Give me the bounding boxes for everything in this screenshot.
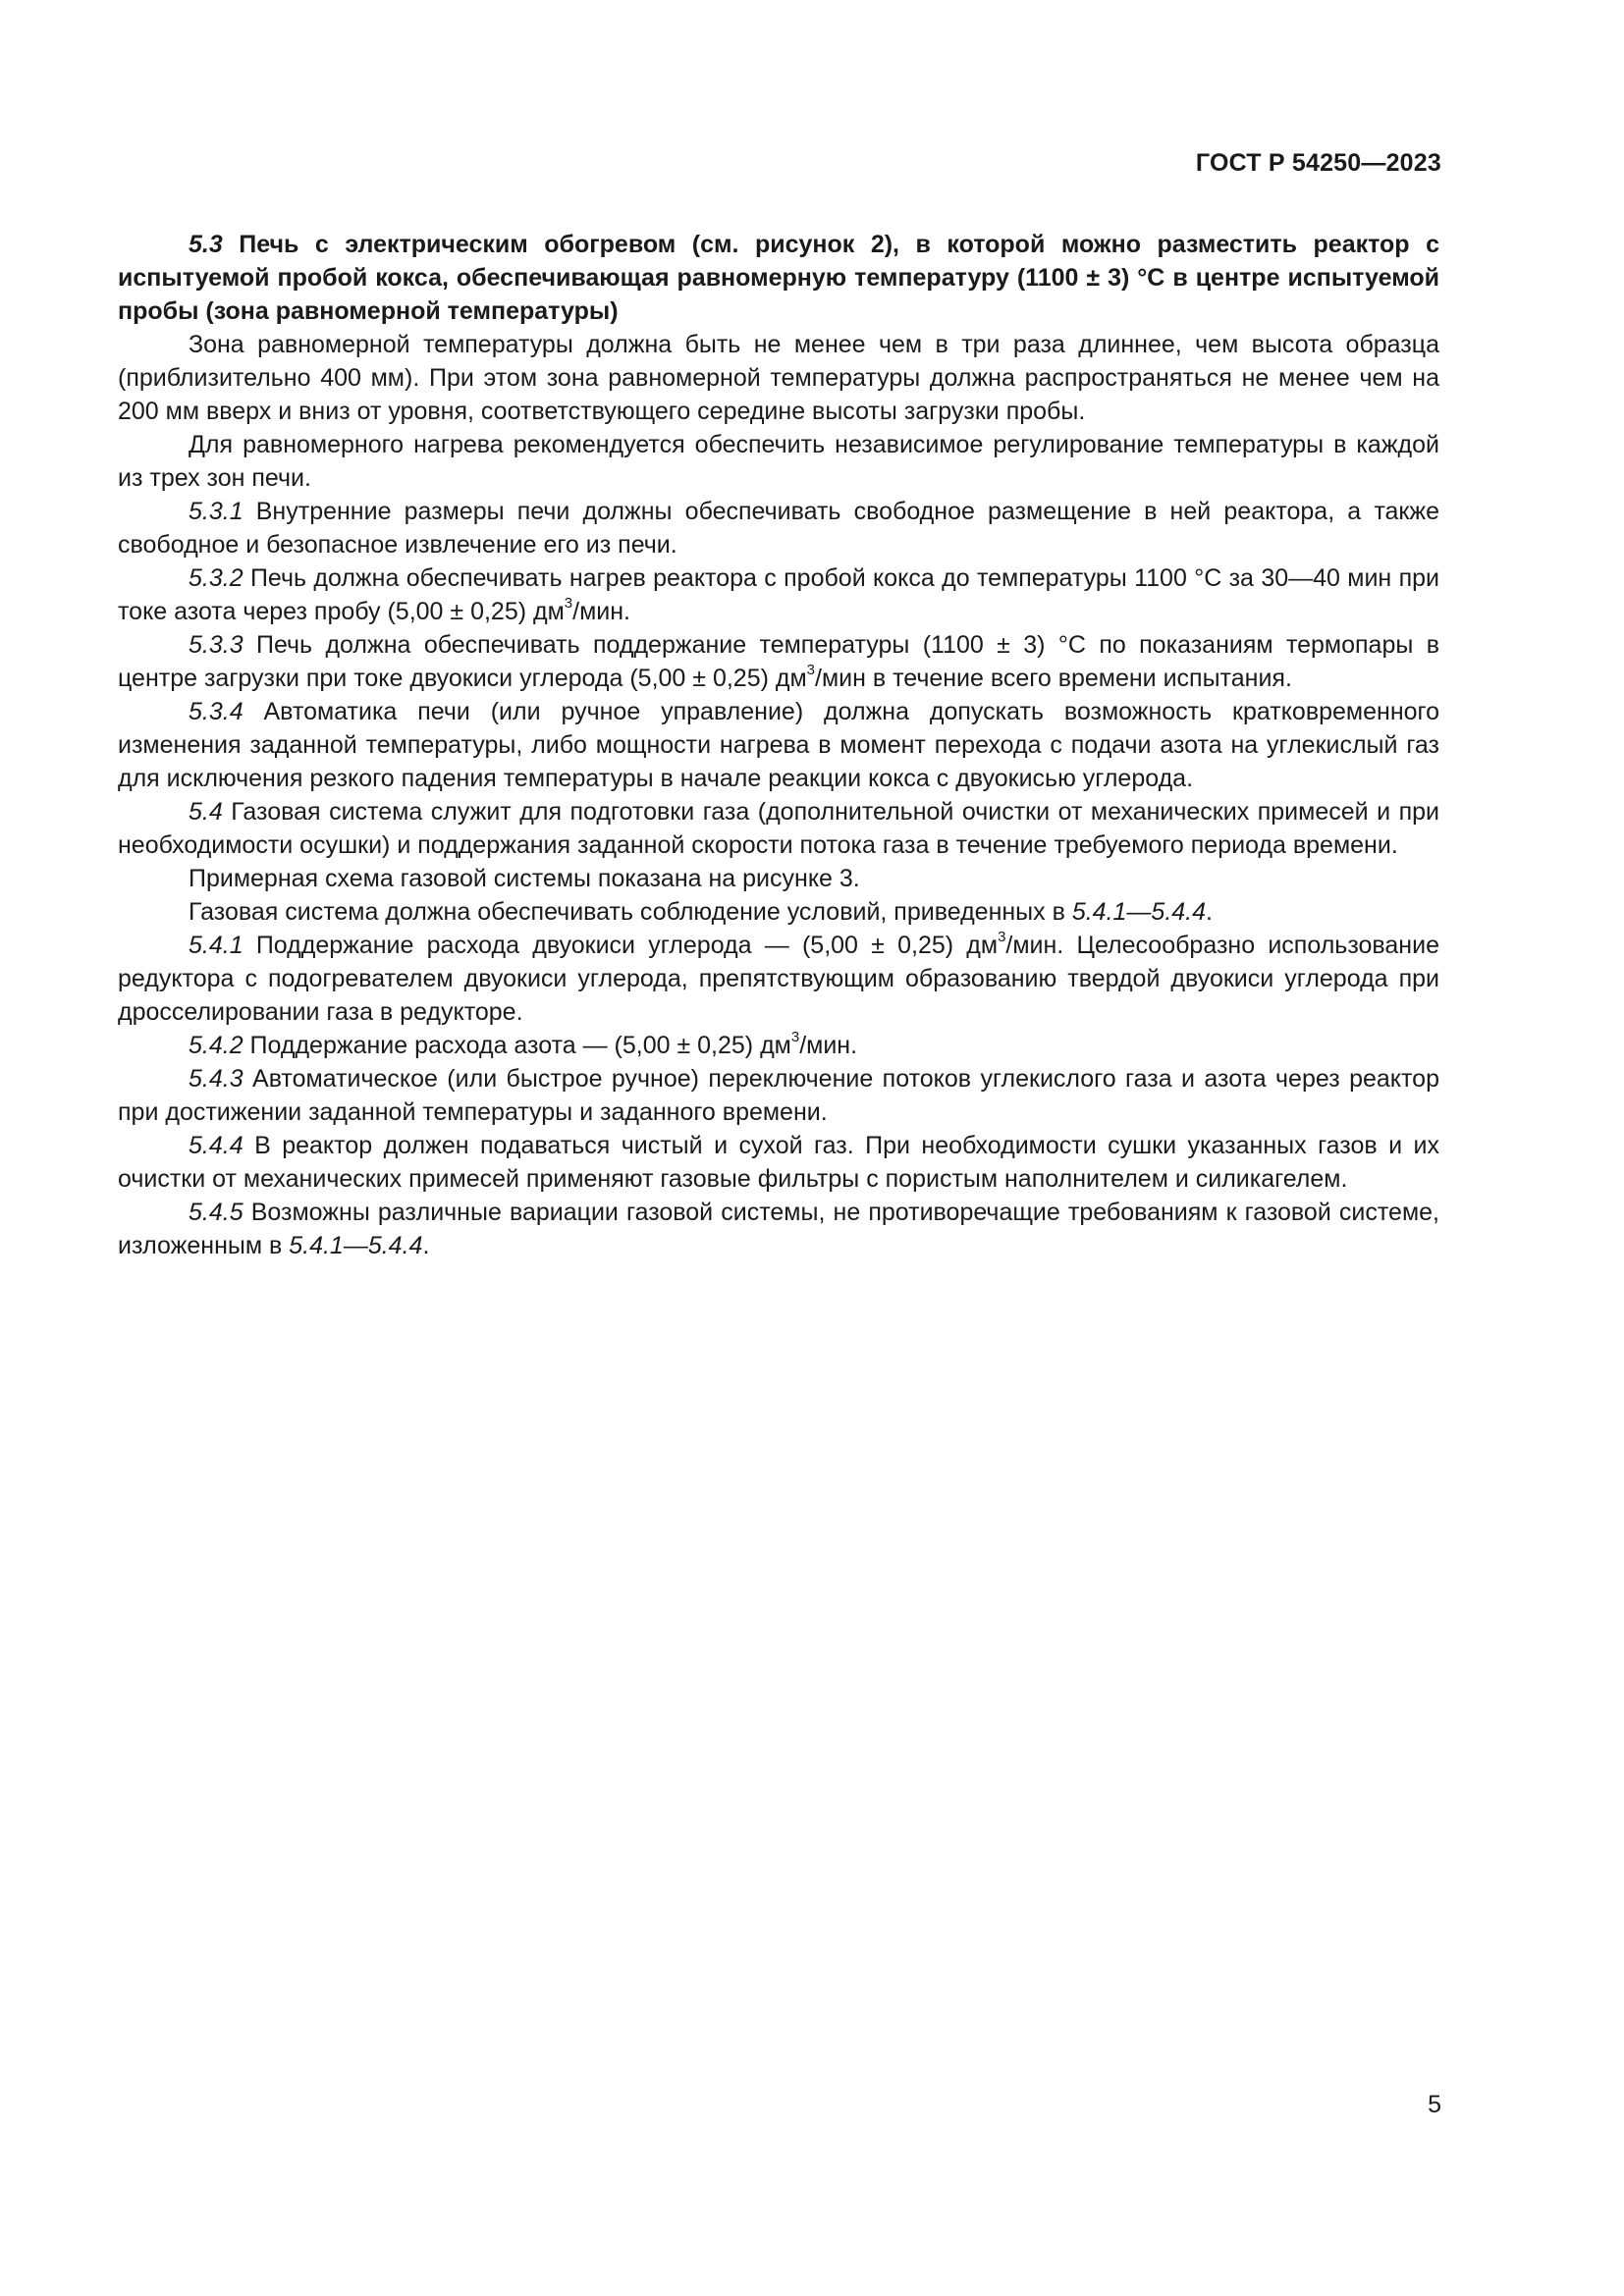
superscript: 3: [998, 928, 1006, 945]
paragraph-uniform-zone: [118, 328, 1439, 428]
paragraph-independent-regulation: [118, 428, 1439, 495]
paragraph-text: .: [1206, 898, 1213, 926]
paragraph-text: Примерная схема газовой системы показана на рисунке 3.: [189, 865, 860, 892]
paragraph-gas-scheme: [118, 862, 1439, 895]
clause-text: Поддержание расхода двуокиси углерода — (5,00 ± 0,25) дм: [243, 932, 999, 959]
clause-text: /мин.: [572, 598, 630, 625]
clause-text: Печь с электрическим обогревом (см. рисунок 2), в которой можно разместить реактор с испытуемой пробой кокса, обеспечивающая равномерную температуру (1100 ± 3) °С в центре испытуемой пробы (зона равномерной температуры): [118, 231, 1439, 325]
paragraph-gas-conditions: [118, 895, 1439, 929]
clause-5-3-2: [118, 561, 1439, 628]
clause-text: /мин. Целесообразно использование редуктора с подогревателем двуокиси углерода, препятствующим образованию твердой двуокиси углерода при дросселировании газа в редукторе.: [118, 932, 1439, 1026]
clause-5-3-heading: [118, 228, 1439, 328]
clause-number: 5.3: [189, 231, 223, 258]
page-number: 5: [1428, 2091, 1441, 2118]
superscript: 3: [806, 661, 815, 678]
superscript: 3: [564, 594, 573, 612]
clause-number: 5.3.1: [189, 498, 244, 525]
clause-text: Поддержание расхода азота — (5,00 ± 0,25) дм: [243, 1032, 791, 1059]
clause-reference: 5.4.1—5.4.4: [1071, 898, 1207, 926]
clause-text: Печь должна обеспечивать нагрев реактора с пробой кокса до температуры 1100 °С за 30—40 мин при токе азота через пробу (5,00 ± 0,25) дм: [118, 564, 1439, 625]
clause-number: 5.4.3: [189, 1065, 244, 1093]
clause-5-4-1: [118, 929, 1439, 1029]
clause-text: Автоматическое (или быстрое ручное) переключение потоков углекислого газа и азота через реактор при достижении заданной температуры и заданного времени.: [118, 1065, 1439, 1126]
clause-number: 5.3.2: [189, 564, 244, 592]
clause-text: Внутренние размеры печи должны обеспечивать свободное размещение в ней реактора, а также свободное и безопасное извлечение его из печи.: [118, 498, 1439, 559]
clause-text: Автоматика печи (или ручное управление) должна допускать возможность кратковременного изменения заданной температуры, либо мощности нагрева в момент перехода с подачи азота на углекислый газ для исключения резкого падения температуры в начале реакции кокса с двуокисью углерода.: [118, 698, 1439, 792]
clause-text: /мин в течение всего времени испытания.: [815, 665, 1292, 692]
clause-text: /мин.: [799, 1032, 858, 1059]
clause-text: Печь должна обеспечивать поддержание температуры (1100 ± 3) °С по показаниям термопары в центре загрузки при токе двуокиси углерода (5,00 ± 0,25) дм: [118, 631, 1439, 692]
document-body: [118, 228, 1439, 1262]
clause-5-4-2: [118, 1029, 1439, 1062]
clause-5-4-5: [118, 1196, 1439, 1262]
superscript: 3: [790, 1028, 800, 1045]
document-code: ГОСТ Р 54250—2023: [1195, 149, 1441, 177]
clause-number: 5.4.1: [189, 932, 244, 959]
clause-5-4-3: [118, 1062, 1439, 1129]
paragraph-text: Газовая система должна обеспечивать соблюдение условий, приведенных в: [189, 898, 1072, 926]
clause-5-4-4: [118, 1129, 1439, 1196]
clause-number: 5.4: [189, 798, 223, 826]
clause-5-4: [118, 795, 1439, 862]
clause-number: 5.4.2: [189, 1032, 244, 1059]
paragraph-text: Зона равномерной температуры должна быть не менее чем в три раза длиннее, чем высота образца (приблизительно 400 мм). При этом зона равномерной температуры должна распространяться не менее чем на 200 мм вверх и вниз от уровня, соответствующего середине высоты загрузки пробы.: [118, 331, 1439, 425]
clause-5-3-3: [118, 628, 1439, 695]
clause-number: 5.4.4: [189, 1132, 244, 1159]
clause-text: Газовая система служит для подготовки газа (дополнительной очистки от механических примесей и при необходимости осушки) и поддержания заданной скорости потока газа в течение требуемого периода времени.: [118, 798, 1439, 859]
clause-text: Возможны различные вариации газовой системы, не противоречащие требованиям к газовой системе, изложенным в: [118, 1199, 1439, 1259]
clause-number: 5.4.5: [189, 1199, 244, 1226]
clause-5-3-1: [118, 495, 1439, 561]
clause-text: .: [422, 1232, 430, 1259]
clause-5-3-4: [118, 695, 1439, 795]
clause-number: 5.3.3: [189, 631, 244, 659]
clause-reference: 5.4.1—5.4.4: [289, 1232, 423, 1259]
paragraph-text: Для равномерного нагрева рекомендуется обеспечить независимое регулирование температуры в каждой из трех зон печи.: [118, 431, 1439, 492]
clause-number: 5.3.4: [189, 698, 244, 725]
clause-text: В реактор должен подаваться чистый и сухой газ. При необходимости сушки указанных газов и их очистки от механических примесей применяют газовые фильтры с пористым наполнителем и силикагелем.: [118, 1132, 1439, 1193]
